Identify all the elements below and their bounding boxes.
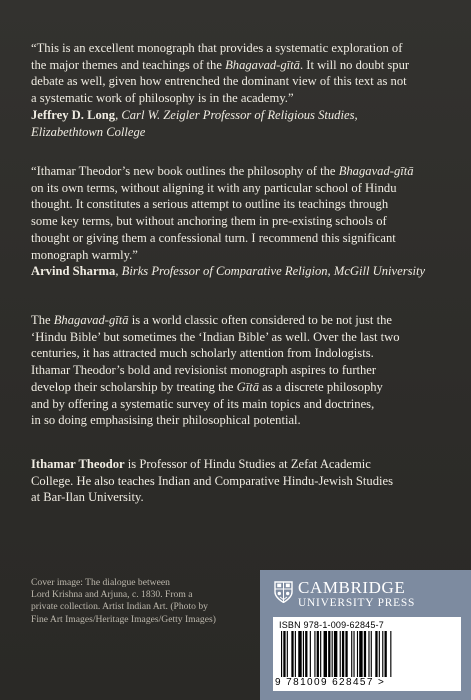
quote-text: a systematic work of philosophy is in the academy.” <box>31 91 294 106</box>
book-title-italic: Bhagavad-gītā <box>53 313 129 327</box>
barcode-bar <box>283 631 285 677</box>
barcode-bar <box>324 631 327 677</box>
quote-attribution <box>31 107 443 124</box>
barcode-bar <box>310 631 311 677</box>
barcode-bar <box>379 631 380 677</box>
barcode-bar <box>303 631 304 677</box>
bio-text: College. He also teaches Indian and Comparative Hindu-Jewish Studies <box>31 473 393 488</box>
endorser-affiliation: , Birks Professor of Comparative Religion, McGill University <box>115 264 426 279</box>
description-text: as a discrete philosophy <box>259 379 383 394</box>
endorser-affiliation: Elizabethtown College <box>31 124 146 139</box>
book-title-italic: Gītā <box>236 379 260 394</box>
credit-text: Cover image: The dialogue between <box>31 577 170 588</box>
barcode-bar <box>371 631 372 677</box>
quote-text: “Ithamar Theodor’s new book outlines the philosophy of the <box>31 164 339 178</box>
endorsement-quote-2 <box>31 163 443 280</box>
barcode-box <box>273 617 461 691</box>
barcode-bar <box>317 631 319 677</box>
barcode-bar <box>390 631 391 677</box>
credit-text: Fine Art Images/Heritage Images/Getty Images) <box>31 613 216 625</box>
barcode-bar <box>385 631 387 677</box>
cover-image-credit <box>31 577 241 626</box>
quote-text: debate as well, given how entrenched the dominant view of this text as not <box>31 74 407 89</box>
quote-text: thought or giving them a confessional turn. I recommend this significant <box>31 230 396 245</box>
publisher-panel <box>260 570 471 700</box>
quote-text: the major themes and teachings of the <box>31 57 226 72</box>
barcode-bar <box>332 631 333 677</box>
cambridge-shield-icon <box>274 581 293 603</box>
barcode-bar <box>287 631 288 677</box>
barcode-bar <box>375 631 377 677</box>
endorser-name: Arvind Sharma <box>31 264 116 279</box>
endorser-affiliation: , Carl W. Zeigler Professor of Religious Studies, <box>115 107 358 122</box>
barcode-bar <box>345 631 347 677</box>
barcode-bar <box>291 631 293 677</box>
barcode-bar <box>357 631 358 677</box>
quote-attribution <box>31 263 443 280</box>
barcode-bar <box>298 631 301 677</box>
quote-text: monograph warmly.” <box>31 247 138 262</box>
endorser-name: Jeffrey D. Long <box>31 107 116 122</box>
publisher-subname: UNIVERSITY PRESS <box>298 597 416 609</box>
barcode-bar <box>334 631 337 677</box>
description-text: and by offering a systematic survey of its main topics and doctrines, <box>31 396 375 411</box>
barcode-bar <box>314 631 315 677</box>
description-text: is a world classic often considered to be not just the <box>128 313 392 327</box>
barcode-bar <box>340 631 341 677</box>
barcode-graphic <box>279 631 455 677</box>
bio-text: is Professor of Hindu Studies at Zefat Academic <box>124 457 371 471</box>
quote-text: on its own terms, without aligning it with any particular school of Hindu <box>31 180 397 195</box>
credit-text: private collection. Artist Indian Art. (Photo by <box>31 601 208 613</box>
barcode-bar <box>295 631 296 677</box>
description-text: Ithamar Theodor’s bold and revisionist monograph aspires to further <box>31 363 377 378</box>
author-name: Ithamar Theodor <box>31 457 125 471</box>
barcode-bar <box>364 631 366 677</box>
book-description <box>31 312 443 429</box>
description-text: centuries, it has attracted much scholarly attention from Indologists. <box>31 346 374 361</box>
barcode-bar <box>281 631 282 677</box>
barcode-bar <box>305 631 307 677</box>
barcode-number: 9 781009 628457 > <box>275 677 386 688</box>
barcode-bar <box>382 631 383 677</box>
description-text: ‘Hindu Bible’ but sometimes the ‘Indian Bible’ as well. Over the last two <box>31 329 400 344</box>
description-text: develop their scholarship by treating the <box>31 379 237 394</box>
barcode-bar <box>353 631 354 677</box>
quote-text: . It will no doubt spur <box>299 57 410 72</box>
isbn-label: ISBN 978-1-009-62845-7 <box>279 620 384 630</box>
endorsement-quote-1 <box>31 40 443 140</box>
barcode-bar <box>368 631 369 677</box>
credit-text: Lord Krishna and Arjuna, c. 1830. From a <box>31 589 193 601</box>
barcode-bar <box>328 631 330 677</box>
book-title-italic: Bhagavad-gītā <box>338 164 414 178</box>
quote-text: “This is an excellent monograph that provides a systematic exploration of <box>31 41 403 55</box>
publisher-name: CAMBRIDGE <box>298 578 406 597</box>
quote-text: thought. It constitutes a serious attempt to outline its teachings through <box>31 197 389 212</box>
bio-text: at Bar-Ilan University. <box>31 490 144 505</box>
description-text: in so doing emphasising their philosophical potential. <box>31 413 301 428</box>
description-text: The <box>31 313 54 327</box>
author-bio <box>31 456 443 506</box>
book-title-italic: Bhagavad-gītā <box>225 57 300 72</box>
quote-text: some key terms, but without anchoring them in pre-existing schools of <box>31 214 387 229</box>
barcode-bar <box>320 631 321 677</box>
barcode-bar <box>342 631 344 677</box>
barcode-bar <box>351 631 352 677</box>
barcode-bar <box>359 631 362 677</box>
